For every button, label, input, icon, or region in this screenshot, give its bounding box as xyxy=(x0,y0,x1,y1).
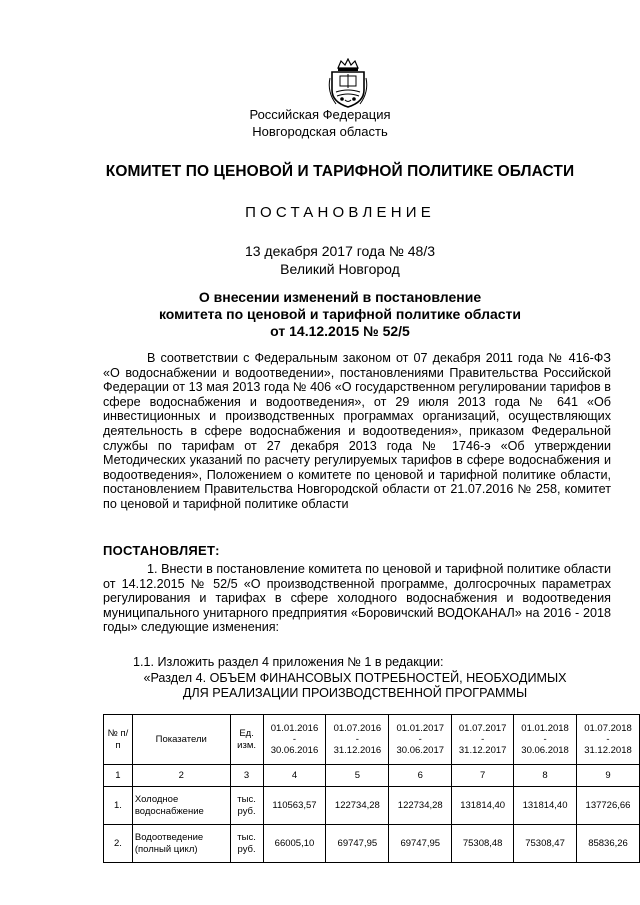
section-title xyxy=(120,671,590,701)
column-number: 5 xyxy=(326,765,389,787)
document-type: ПОСТАНОВЛЕНИЕ xyxy=(245,204,435,221)
row-number: 2. xyxy=(104,825,133,863)
header-period xyxy=(263,715,326,765)
row-value: 69747,95 xyxy=(326,825,389,863)
resolves-heading: ПОСТАНОВЛЯЕТ: xyxy=(103,543,220,558)
period-dash: - xyxy=(418,734,422,745)
financial-table xyxy=(103,714,640,863)
column-number: 1 xyxy=(104,765,133,787)
row-indicator: Холодное водоснабжение xyxy=(132,787,230,825)
subject-line: от 14.12.2015 № 52/5 xyxy=(270,323,410,339)
period-to: 30.06.2016 xyxy=(270,745,319,756)
table-header-row xyxy=(104,715,640,765)
row-value: 85836,26 xyxy=(577,825,640,863)
item-1-paragraph xyxy=(103,562,611,635)
subject-line: комитета по ценовой и тарифной политике области xyxy=(158,306,522,322)
column-number: 8 xyxy=(514,765,577,787)
period-dash: - xyxy=(543,734,547,745)
header-period xyxy=(326,715,389,765)
period-dash: - xyxy=(355,734,359,745)
period-from: 01.07.2017 xyxy=(458,723,507,734)
committee-title: КОМИТЕТ ПО ЦЕНОВОЙ И ТАРИФНОЙ ПОЛИТИКЕ ОБЛАСТИ xyxy=(105,163,575,180)
column-number: 6 xyxy=(389,765,452,787)
header-unit: Ед. изм. xyxy=(230,715,263,765)
row-number: 1. xyxy=(104,787,133,825)
period-from: 01.01.2018 xyxy=(521,723,569,734)
period-dash: - xyxy=(292,734,297,745)
column-number: 4 xyxy=(263,765,326,787)
row-value: 75308,47 xyxy=(514,825,577,863)
row-value: 131814,40 xyxy=(514,787,577,825)
header-period xyxy=(577,715,640,765)
section-title-line: ДЛЯ РЕАЛИЗАЦИИ ПРОИЗВОДСТВЕННОЙ ПРОГРАММЫ xyxy=(182,686,528,700)
date-block xyxy=(40,242,640,278)
row-value: 131814,40 xyxy=(452,787,514,825)
row-value: 122734,28 xyxy=(326,787,389,825)
period-dash: - xyxy=(481,734,485,745)
row-unit: тыс. руб. xyxy=(230,787,263,825)
row-value: 69747,95 xyxy=(389,825,452,863)
column-number: 9 xyxy=(577,765,640,787)
period-from: 01.01.2016 xyxy=(270,723,319,734)
column-number-row xyxy=(104,765,640,787)
row-value: 66005,10 xyxy=(263,825,326,863)
header-num: № п/п xyxy=(104,715,133,765)
coat-of-arms-emblem xyxy=(326,58,370,108)
period-to: 30.06.2018 xyxy=(521,745,569,756)
period-to: 31.12.2017 xyxy=(458,745,507,756)
header-period xyxy=(452,715,514,765)
country-name: Российская Федерация xyxy=(249,107,391,122)
row-value: 137726,66 xyxy=(577,787,640,825)
period-from: 01.01.2017 xyxy=(396,723,445,734)
row-value: 75308,48 xyxy=(452,825,514,863)
subject-title xyxy=(40,289,640,340)
item-1-1-text: 1.1. Изложить раздел 4 приложения № 1 в редакции: xyxy=(133,655,444,669)
preamble-paragraph xyxy=(103,351,611,512)
table-row xyxy=(104,787,640,825)
period-to: 31.12.2016 xyxy=(333,745,382,756)
period-dash: - xyxy=(606,734,610,745)
row-value: 122734,28 xyxy=(389,787,452,825)
date-number: 13 декабря 2017 года № 48/3 xyxy=(244,243,436,259)
row-value: 110563,57 xyxy=(263,787,326,825)
table-row xyxy=(104,825,640,863)
period-to: 30.06.2017 xyxy=(396,745,445,756)
item-1-text: 1. Внести в постановление комитета по ценовой и тарифной политике области от 14.12.2015 № 52/5 «О производственной программе, долгосрочных параметрах регулирования и тарифах в сфере холодного водоснабжения и водоотведения муниципального унитарного предприятия «Боровичский ВОДОКАНАЛ» на 2016 - 2018 годы» следующие изменения: xyxy=(103,562,611,635)
column-number: 7 xyxy=(452,765,514,787)
city-name: Великий Новгород xyxy=(280,261,400,277)
header-period xyxy=(514,715,577,765)
header-indicator: Показатели xyxy=(132,715,230,765)
period-to: 31.12.2018 xyxy=(584,745,632,756)
row-unit: тыс. руб. xyxy=(230,825,263,863)
period-from: 01.07.2018 xyxy=(584,723,632,734)
section-title-line: «Раздел 4. ОБЪЕМ ФИНАНСОВЫХ ПОТРЕБНОСТЕЙ, НЕОБХОДИМЫХ xyxy=(143,671,567,685)
column-number: 2 xyxy=(132,765,230,787)
region-block xyxy=(0,106,640,140)
preamble-text: В соответствии с Федеральным законом от 07 декабря 2011 года № 416-ФЗ «О водоснабжении и водоотведении», постановлениями Правительства Российской Федерации от 13 мая 2013 года № 406 «О государственном регулировании тарифов в сфере водоснабжения и водоотведения», от 29 июля 2013 года № 641 «Об инвестиционных и производственных программах организаций, осуществляющих деятельность в сфере водоснабжения и водоотведения», приказом Федеральной службы по тарифам от 27 декабря 2013 года № 1746-э «Об утверждении Методических указаний по расчету регулируемых тарифов в сфере водоснабжения и водоотведения», Положением о комитете по ценовой и тарифной политике области, постановлением Правительства Новгородской области от 21.07.2016 № 258, комитет по ценовой и тарифной политике области xyxy=(103,351,611,511)
subject-line: О внесении изменений в постановление xyxy=(198,289,482,305)
row-indicator: Водоотведение (полный цикл) xyxy=(132,825,230,863)
period-from: 01.07.2016 xyxy=(333,723,382,734)
region-name: Новгородская область xyxy=(252,124,388,139)
header-period xyxy=(389,715,452,765)
column-number: 3 xyxy=(230,765,263,787)
